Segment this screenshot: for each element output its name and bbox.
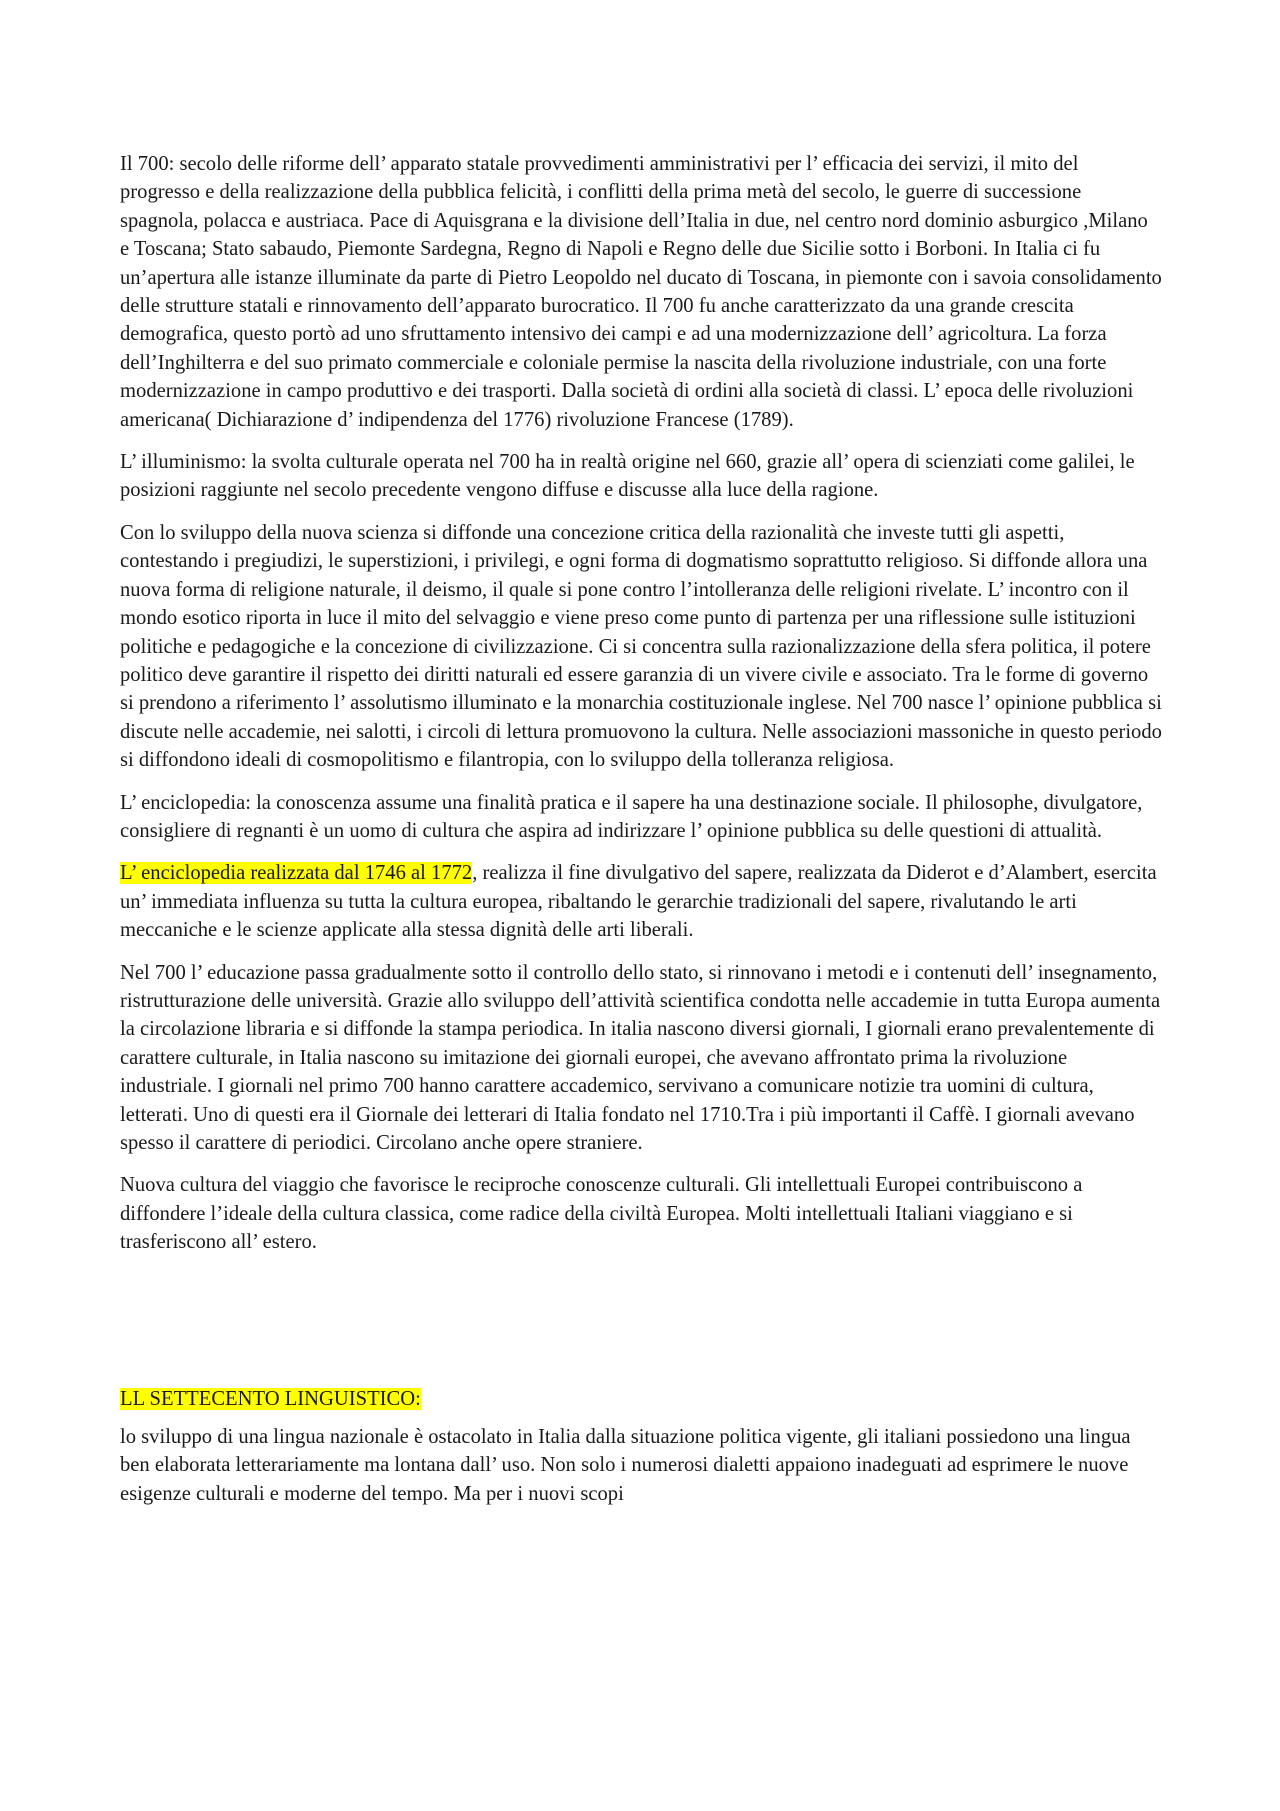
- paragraph-enciclopedia-intro: L’ enciclopedia: la conoscenza assume una finalità pratica e il sapere ha una destinazione sociale. Il philosophe, divulgatore, consigliere di regnanti è un uomo di cultura che aspira ad indirizzare l’ opinione pubblica su delle questioni di attualità.: [120, 791, 1143, 842]
- paragraph-settecento-overview: Il 700: secolo delle riforme dell’ apparato statale provvedimenti amministrativi per l’ efficacia dei servizi, il mito del progresso e della realizzazione della pubblica felicità, i conflitti della prima metà del secolo, le guerre di successione spagnola, polacca e austriaca. Pace di Aquisgrana e la divisione dell’Italia in due, nel centro nord dominio asburgico ,Milano e Toscana; Stato sabaudo, Piemonte Sardegna, Regno di Napoli e Regno delle due Sicilie sotto i Borboni. In Italia ci fu un’apertura alle istanze illuminate da parte di Pietro Leopoldo nel ducato di Toscana, in piemonte con i savoia consolidamento delle strutture statali e rinnovamento dell’apparato burocratico. Il 700 fu anche caratterizzato da una grande crescita demografica, questo portò ad uno sfruttamento intensivo dei campi e ad una modernizzazione dell’ agricoltura. La forza dell’Inghilterra e del suo primato commerciale e coloniale permise la nascita della rivoluzione industriale, con una forte modernizzazione in campo produttivo e dei trasporti. Dalla società di ordini alla società di classi. L’ epoca delle rivoluzioni americana( Dichiarazione d’ indipendenza del 1776) rivoluzione Francese (1789).: [120, 153, 1162, 431]
- document-body: [120, 150, 1162, 1508]
- highlighted-text: L’ enciclopedia realizzata dal 1746 al 1772: [120, 862, 473, 885]
- blank-space: [120, 1271, 1162, 1385]
- section-heading: [120, 1385, 1162, 1413]
- paragraph-nuova-scienza: Con lo sviluppo della nuova scienza si diffonde una concezione critica della razionalità che investe tutti gli aspetti, contestando i pregiudizi, le superstizioni, i privilegi, e ogni forma di dogmatismo soprattutto religioso. Si diffonde allora una nuova forma di religione naturale, il deismo, il quale si pone contro l’intolleranza delle religioni rivelate. L’ incontro con il mondo esotico riporta in luce il mito del selvaggio e viene preso come punto di partenza per una riflessione sulle istituzioni politiche e pedagogiche e la concezione di civilizzazione. Ci si concentra sulla razionalizzazione della sfera politica, il potere politico deve garantire il rispetto dei diritti naturali ed essere garanzia di un vivere civile e associato. Tra le forme di governo si prendono a riferimento l’ assolutismo illuminato e la monarchia costituzionale inglese. Nel 700 nasce l’ opinione pubblica si discute nelle accademie, nei salotti, i circoli di lettura promuovono la cultura. Nelle associazioni massoniche in questo periodo si diffondono ideali di cosmopolitismo e filantropia, con lo sviluppo della tolleranza religiosa.: [120, 521, 1162, 772]
- paragraph-illuminismo: L’ illuminismo: la svolta culturale operata nel 700 ha in realtà origine nel 660, grazie all’ opera di scienziati come galilei, le posizioni raggiunte nel secolo precedente vengono diffuse e discusse alla luce della ragione.: [120, 451, 1135, 502]
- paragraph-educazione-giornali: Nel 700 l’ educazione passa gradualmente sotto il controllo dello stato, si rinnovano i metodi e i contenuti dell’ insegnamento, ristrutturazione delle università. Grazie allo sviluppo dell’attività scientifica condotta nelle accademie in tutta Europa aumenta la circolazione libraria e si diffonde la stampa periodica. In italia nascono diversi giornali, I giornali erano prevalentemente di carattere culturale, in Italia nascono su imitazione dei giornali europei, che avevano affrontato prima la rivoluzione industriale. I giornali nel primo 700 hanno carattere accademico, servivano a comunicare notizie tra uomini di cultura, letterati. Uno di questi era il Giornale dei letterari di Italia fondato nel 1710.Tra i più importanti il Caffè. I giornali avevano spesso il carattere di periodici. Circolano anche opere straniere.: [120, 961, 1161, 1154]
- paragraph-text: , realizza il fine divulgativo del sapere, realizzata da Diderot e d’Alambert, esercita un’ immediata influenza su tutta la cultura europea, ribaltando le gerarchie tradizionali del sapere, rivalutando le arti meccaniche e le scienze applicate alla stessa dignità delle arti liberali.: [120, 862, 1157, 942]
- paragraph-lingua-nazionale: lo sviluppo di una lingua nazionale è ostacolato in Italia dalla situazione politica vigente, gli italiani possiedono una lingua ben elaborata letterariamente ma lontana dall’ uso. Non solo i numerosi dialetti appaiono inadeguati ad esprimere le nuove esigenze culturali e moderne del tempo. Ma per i nuovi scopi: [120, 1426, 1131, 1505]
- paragraph-enciclopedia-diderot: [120, 859, 1162, 944]
- section-heading-text: LL SETTECENTO LINGUISTICO:: [120, 1387, 421, 1410]
- paragraph-cultura-viaggio: Nuova cultura del viaggio che favorisce le reciproche conoscenze culturali. Gli intellettuali Europei contribuiscono a diffondere l’ideale della cultura classica, come radice della civiltà Europea. Molti intellettuali Italiani viaggiano e si trasferiscono all’ estero.: [120, 1174, 1083, 1254]
